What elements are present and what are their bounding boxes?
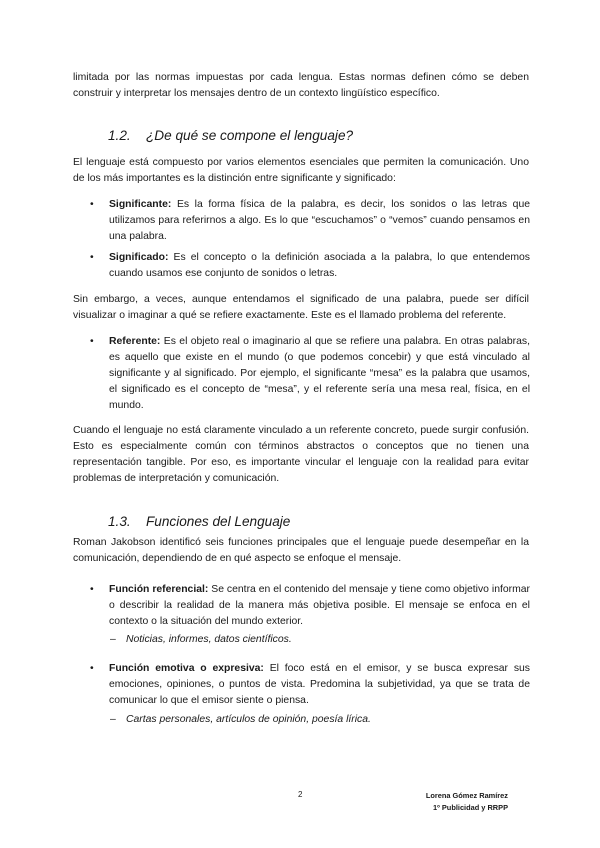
term-description: Es el objeto real o imaginario al que se refiere una palabra. En otras palabras, es aquello que existe en el mundo (o que podemos concebir) y que está vinculado al significante y al significado. Por ejemplo, el significante “mesa” es la palabra que usamos, el significado es el concepto de “mesa”, y el referente sería una mesa real, física, en el mundo. xyxy=(109,336,530,411)
term-label: Función referencial: xyxy=(109,584,209,595)
section-number: 1.2. xyxy=(108,128,131,143)
list-item-significante xyxy=(90,197,530,245)
course-name: 1º Publicidad y RRPP xyxy=(433,803,508,812)
example-text: Noticias, informes, datos científicos. xyxy=(126,634,292,645)
section-number: 1.3. xyxy=(108,514,131,529)
section-1-3-intro: Roman Jakobson identificó seis funciones principales que el lenguaje puede desempeñar en la comunicación, dependiendo de en qué aspecto se enfoque el mensaje. xyxy=(73,537,529,564)
section-heading-1-2 xyxy=(108,128,353,143)
dash-icon: – xyxy=(110,634,116,645)
example-funcion-referencial xyxy=(110,632,530,648)
list-item-referente xyxy=(90,334,530,414)
footer-author-block xyxy=(426,790,508,814)
section-heading-1-3 xyxy=(108,514,290,529)
section-1-2-paragraph-2: Sin embargo, a veces, aunque entendamos el significado de una palabra, puede ser difícil visualizar o imaginar a qué se refiere exactamente. Este es el llamado problema del referente. xyxy=(73,294,529,321)
author-name: Lorena Gómez Ramírez xyxy=(425,791,508,800)
section-title: Funciones del Lenguaje xyxy=(146,514,291,529)
dash-icon: – xyxy=(110,714,116,725)
bullet-icon: • xyxy=(90,584,94,595)
page-number: 2 xyxy=(298,790,303,799)
term-label: Significado: xyxy=(109,252,169,263)
term-label: Significante: xyxy=(109,199,172,210)
list-item-significado xyxy=(90,250,530,282)
list-item-funcion-emotiva xyxy=(90,661,530,709)
term-description: Se centra en el contenido del mensaje y tiene como objetivo informar o describir la realidad de la manera más objetiva posible. El mensaje se enfoca en el contexto o la situación del mundo exterior. xyxy=(109,584,530,627)
list-item-funcion-referencial xyxy=(90,582,530,630)
term-description: Es la forma física de la palabra, es decir, los sonidos o las letras que utilizamos para referirnos a algo. Es lo que “escuchamos” o “vemos” cuando pensamos en una palabra. xyxy=(109,199,530,242)
bullet-icon: • xyxy=(90,663,94,674)
section-title: ¿De qué se compone el lenguaje? xyxy=(146,128,354,143)
top-paragraph: limitada por las normas impuestas por cada lengua. Estas normas definen cómo se deben construir y interpretar los mensajes dentro de un contexto lingüístico específico. xyxy=(73,72,529,99)
example-text: Cartas personales, artículos de opinión, poesía lírica. xyxy=(126,714,371,725)
term-description: El foco está en el emisor, y se busca expresar sus emociones, opiniones, o puntos de vista. Predomina la subjetividad, ya que se trata de comunicar lo que el emisor siente o piensa. xyxy=(109,663,530,706)
section-1-2-paragraph-3: Cuando el lenguaje no está claramente vinculado a un referente concreto, puede surgir confusión. Esto es especialmente común con términos abstractos o conceptos que no tienen una representación tangible. Por eso, es importante vincular el lenguaje con la realidad para evitar problemas de interpretación y comunicación. xyxy=(73,425,529,484)
term-description: Es el concepto o la definición asociada a la palabra, lo que entendemos cuando usamos ese conjunto de sonidos o letras. xyxy=(109,252,530,279)
bullet-icon: • xyxy=(90,199,94,210)
term-label: Función emotiva o expresiva: xyxy=(109,663,264,674)
bullet-icon: • xyxy=(90,336,94,347)
bullet-icon: • xyxy=(90,252,94,263)
example-funcion-emotiva xyxy=(110,712,530,728)
term-label: Referente: xyxy=(109,336,161,347)
section-1-2-intro: El lenguaje está compuesto por varios elementos esenciales que permiten la comunicación. Uno de los más importantes es la distinción entre significante y significado: xyxy=(73,157,529,184)
